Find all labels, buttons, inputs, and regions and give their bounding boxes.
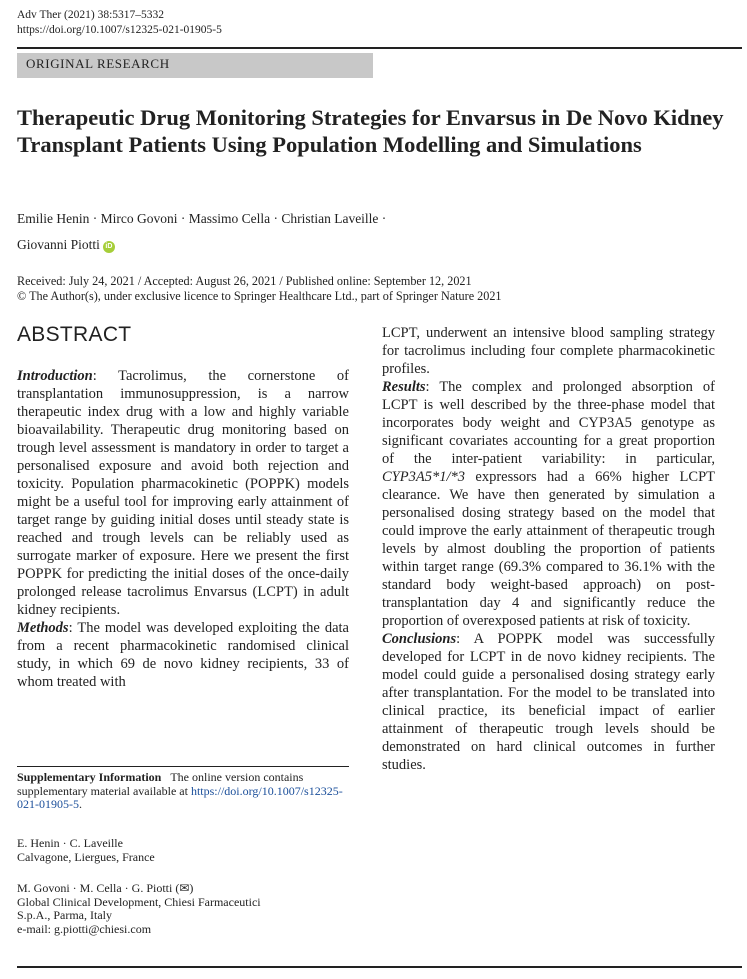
article-title: Therapeutic Drug Monitoring Strategies for Envarsus in De Novo Kidney Transplant Patients Using Population Modelling and Simulations [17,105,724,157]
abstract-introduction [17,367,349,619]
publication-dates [17,274,737,304]
introduction-text: : Tacrolimus, the cornerstone of transplantation immunosuppression, is a narrow therapeutic index drug with a low and highly variable bioavailability. Therapeutic drug monitoring based on trough level assessment is mandatory in order to target a personalised exposure and avoid both rejection and toxicity. Population pharmacokinetic (POPPK) models might be a useful tool for improving early attainment of target range by guiding initial doses until steady state is reached and trough levels can be reliably used as surrogate marker of exposure. Here we present the first POPPK for predicting the initial doses of the once-daily prolonged release tacrolimus Envarsus (LCPT) in adult kidney recipients. [17,368,349,618]
top-rule [17,47,742,49]
abstract-right-column [382,324,715,774]
authors-line-1: Emilie Henin · Mirco Govoni · Massimo Cella · Christian Laveille · [17,211,387,226]
affiliation-1-names: E. Henin · C. Laveille [17,836,123,850]
results-text-b: expressors had a 66% higher LCPT clearance. We have then generated by simulation a personalised dosing strategy based on the model that could improve the early attainment of therapeutic trough levels by almost doubling the proportion of patients within target range (69.3% compared to 36.1% with the standard body weight-based approach) on post-transplantation day 4 and significantly reduce the proportion of overexposed patients at risk of toxicity. [382,469,715,629]
affiliation-2-org: Global Clinical Development, Chiesi Farmaceutici [17,894,261,909]
footnote-rule [17,766,349,767]
doi-link[interactable]: https://doi.org/10.1007/s12325-021-01905-5 [17,24,222,36]
abstract-methods [17,619,349,691]
copyright-line: © The Author(s), under exclusive licence to Springer Healthcare Ltd., part of Springer Nature 2021 [17,289,502,303]
abstract-heading: ABSTRACT [17,323,132,346]
results-label: Results [382,379,426,395]
methods-label: Methods [17,620,69,636]
article-category-band [17,53,373,78]
affiliation-chiesi [17,882,349,936]
abstract-results [382,378,715,630]
conclusions-text: : A POPPK model was successfully developed for LCPT in de novo kidney recipients. The model could guide a personalised dosing strategy early after transplantation. For the model to be translated into clinical practice, its beneficial impact of earlier attainment of therapeutic trough levels should be demonstrated on hard clinical outcomes in further studies. [382,631,715,773]
supplementary-text: The online version contains supplementary material available at [17,770,304,798]
affiliation-1-place: Calvagone, Liergues, France [17,849,155,864]
authors-line-2 [17,232,737,258]
supplementary-end: . [79,797,82,811]
corresponding-email[interactable]: e-mail: g.piotti@chiesi.com [17,921,152,936]
affiliation-calvagone [17,837,349,864]
supplementary-info [17,771,349,812]
author-list [17,206,737,258]
journal-meta [17,8,222,38]
bottom-rule [17,966,742,968]
orcid-icon[interactable]: iD [103,241,115,253]
methods-text: : The model was developed exploiting the data from a recent pharmacokinetic randomised clinical study, in which 69 de novo kidney recipients, 33 of whom treated with [17,620,349,690]
citation: Adv Ther (2021) 38:5317–5332 [17,9,165,21]
affiliation-2-place: S.p.A., Parma, Italy [17,908,112,922]
methods-continued: LCPT, underwent an intensive blood sampling strategy for tacrolimus including four complete pharmacokinetic profiles. [382,325,715,377]
article-category: ORIGINAL RESEARCH [26,56,170,71]
received-accepted-published: Received: July 24, 2021 / Accepted: August 26, 2021 / Published online: September 12, 2021 [17,274,472,288]
supplementary-link[interactable]: https://doi.org/10.1007/s12325-021-01905-5 [17,783,343,811]
results-text-a: : The complex and prolonged absorption of LCPT is well described by the three-phase model that incorporates body weight and CYP3A5 genotype as significant covariates accounting for a great proportion of the inter-patient variability: in particular, [382,379,715,467]
affiliation-2-names: M. Govoni · M. Cella · G. Piotti (✉) [17,881,194,895]
abstract-conclusions [382,630,715,774]
gene-name: CYP3A5*1/*3 [382,469,465,485]
supplementary-label: Supplementary Information [17,770,162,784]
conclusions-label: Conclusions [382,631,457,647]
abstract-left-column [17,367,349,691]
introduction-label: Introduction [17,368,93,384]
author-piotti[interactable]: Giovanni Piotti [17,237,100,252]
